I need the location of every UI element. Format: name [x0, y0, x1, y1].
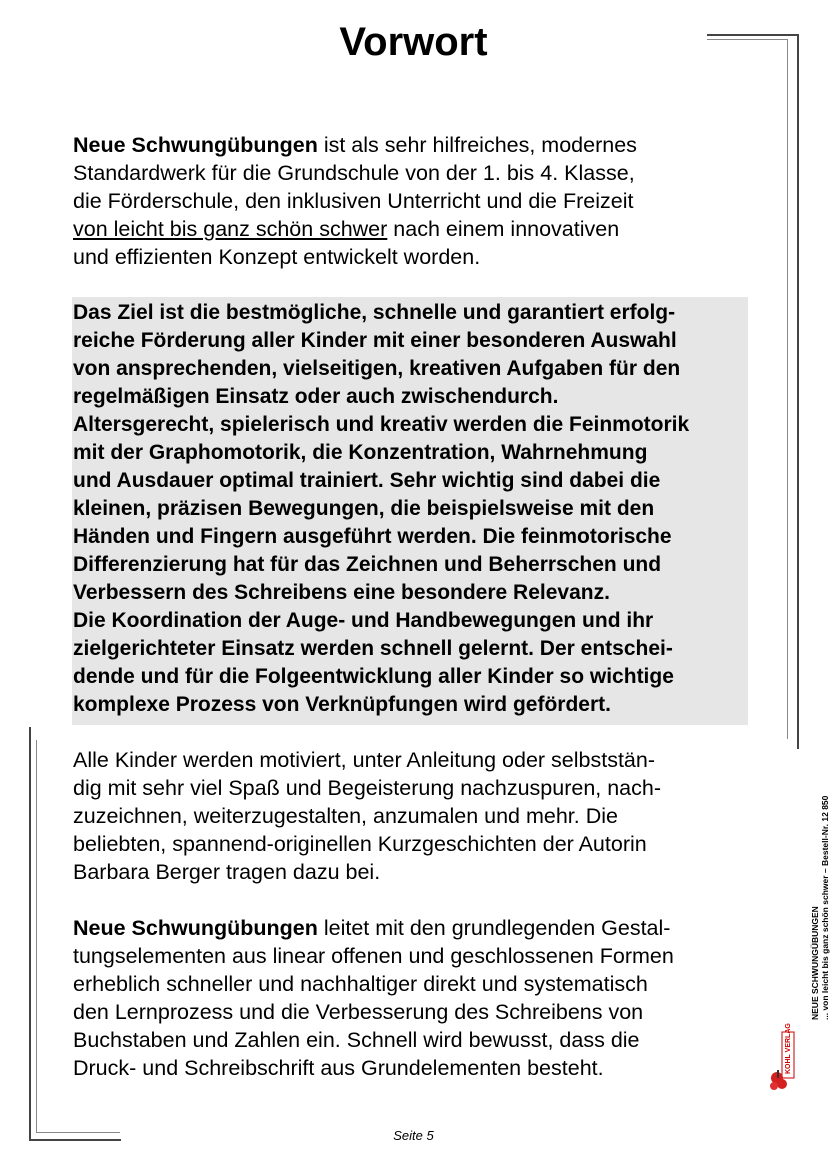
text-line: mit der Graphomotorik, die Konzentration, Wahrnehmung: [73, 441, 648, 464]
intro-paragraph: [73, 131, 763, 271]
text-line: Barbara Berger tragen dazu bei.: [73, 860, 381, 884]
side-frame-left: [29, 727, 31, 1139]
text-line: von leicht bis ganz schön schwer nach einem innovativen: [73, 217, 620, 241]
text-line: den Lernprozess und die Verbesserung des Schreibens von: [73, 1000, 644, 1024]
text-line: die Förderschule, den inklusiven Unterricht und die Freizeit: [73, 189, 634, 213]
side-frame-right: [797, 34, 799, 749]
text-line: regelmäßigen Einsatz oder auch zwischendurch.: [73, 385, 559, 408]
text-line: tungselementen aus linear offenen und geschlossenen Formen: [73, 944, 674, 968]
text-line: Neue Schwungübungen ist als sehr hilfreiches, modernes: [73, 133, 637, 157]
text-line: dig mit sehr viel Spaß und Begeisterung nachzuspuren, nach-: [73, 776, 662, 800]
method-paragraph: [73, 914, 763, 1082]
text-line: von ansprechenden, vielseitigen, kreativen Aufgaben für den: [73, 357, 681, 380]
text-line: kleinen, präzisen Bewegungen, die beispielsweise mit den: [73, 497, 655, 520]
text-line: erheblich schneller und nachhaltiger direkt und systematisch: [73, 972, 648, 996]
text-line: zielgerichteter Einsatz werden schnell gelernt. Der entschei-: [73, 637, 673, 660]
text-line: Buchstaben und Zahlen ein. Schnell wird bewusst, dass die: [73, 1028, 640, 1052]
page-number: Seite 5: [393, 1128, 434, 1143]
text-line: Die Koordination der Auge- und Handbewegungen und ihr: [73, 609, 654, 632]
book-title-bold: Neue Schwungübungen: [73, 916, 318, 940]
corner-frame-top-right: [707, 34, 797, 36]
publisher-name: KOHL VERLAG: [785, 1023, 792, 1074]
motivation-paragraph: [73, 746, 763, 886]
book-title-bold: Neue Schwungübungen: [73, 133, 318, 157]
text-line: reiche Förderung aller Kinder mit einer besonderen Auswahl: [73, 329, 677, 352]
text-line: Differenzierung hat für das Zeichnen und Beherrschen und: [73, 553, 662, 576]
publisher-logo-icon: [768, 1023, 796, 1094]
corner-frame-top-right-inner: [707, 39, 787, 40]
text-line: Altersgerecht, spielerisch und kreativ werden die Feinmotorik: [73, 413, 690, 436]
text-line: und effizienten Konzept entwickelt worden.: [73, 245, 481, 269]
text-line: Neue Schwungübungen leitet mit den grundlegenden Gestal-: [73, 916, 671, 940]
text-line: Standardwerk für die Grundschule von der 1. bis 4. Klasse,: [73, 161, 635, 185]
order-number: ... von leicht bis ganz schön schwer – Bestell-Nr. 12 850: [820, 795, 830, 1020]
text-line: Händen und Fingern ausgeführt werden. Die feinmotorische: [73, 525, 672, 548]
series-title: NEUE SCHWUNGÜBUNGEN: [810, 906, 820, 1020]
underlined-subtitle: von leicht bis ganz schön schwer: [73, 217, 388, 241]
text-line: Druck- und Schreibschrift aus Grundelementen besteht.: [73, 1056, 604, 1080]
text-line: beliebten, spannend-originellen Kurzgeschichten der Autorin: [73, 832, 647, 856]
text-line: Verbessern des Schreibens eine besondere Relevanz.: [73, 581, 610, 604]
text-line: Alle Kinder werden motiviert, unter Anleitung oder selbststän-: [73, 748, 656, 772]
side-imprint: [810, 796, 830, 1020]
side-frame-left-inner: [36, 740, 37, 1132]
text-line: und Ausdauer optimal trainiert. Sehr wichtig sind dabei die: [73, 469, 661, 492]
text-line: dende und für die Folgeentwicklung aller Kinder so wichtige: [73, 665, 674, 688]
text-line: zuzeichnen, weiterzugestalten, anzumalen und mehr. Die: [73, 804, 618, 828]
side-frame-right-inner: [787, 39, 788, 739]
text-line: Das Ziel ist die bestmögliche, schnelle und garantiert erfolg-: [73, 301, 676, 324]
page-title: Vorwort: [339, 20, 488, 64]
text-line: komplexe Prozess von Verknüpfungen wird gefördert.: [73, 693, 611, 716]
goal-paragraph: [73, 299, 763, 719]
